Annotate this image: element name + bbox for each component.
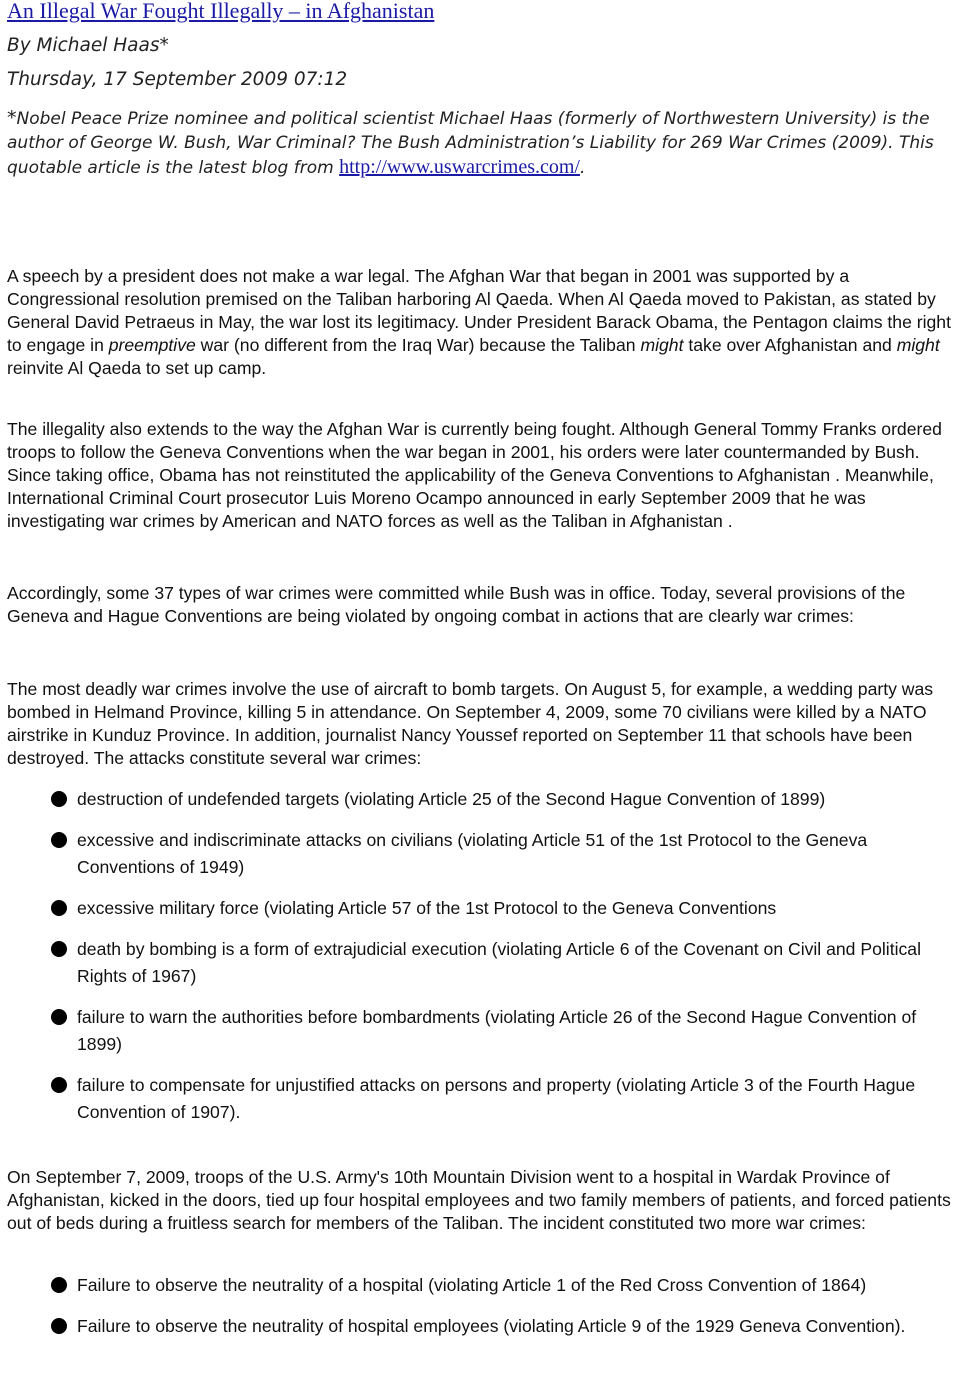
- blog-link[interactable]: http://www.uswarcrimes.com/: [339, 156, 580, 178]
- list-item: [7, 1313, 957, 1340]
- list-item-text: failure to compensate for unjustified attacks on persons and property (violating Article 3 of the Fourth Hague Convention of 1907).: [77, 1075, 916, 1122]
- dateline: Thursday, 17 September 2009 07:12: [7, 69, 348, 90]
- paragraph-1-emphasis-might-2: might: [896, 335, 940, 355]
- list-item: [7, 786, 957, 813]
- paragraph-1: [7, 265, 957, 380]
- list-item-text: excessive and indiscriminate attacks on civilians (violating Article 51 of the 1st Protocol to the Geneva Conventions of 1949): [77, 830, 868, 877]
- paragraph-1-emphasis-preemptive: preemptive: [108, 335, 196, 355]
- bullet-icon: [51, 1077, 67, 1093]
- bullet-icon: [51, 1277, 67, 1293]
- paragraph-5: On September 7, 2009, troops of the U.S. Army's 10th Mountain Division went to a hospital in Wardak Province of Afghanistan, kicked in the doors, tied up four hospital employees and two family members of patients, and forced patients out of beds during a fruitless search for members of the Taliban. The incident constituted two more war crimes:: [7, 1167, 951, 1233]
- list-item-text: Failure to observe the neutrality of hospital employees (violating Article 9 of the 1929 Geneva Convention).: [77, 1316, 906, 1336]
- author-note: [7, 106, 957, 180]
- paragraph-3: Accordingly, some 37 types of war crimes were committed while Bush was in office. Today, several provisions of the Geneva and Hague Conventions are being violated by ongoing combat in actions that are clearly war crimes:: [7, 583, 906, 626]
- paragraph-1-emphasis-might-1: might: [640, 335, 684, 355]
- bullet-icon: [51, 832, 67, 848]
- list-item: [7, 895, 957, 922]
- bullet-icon: [51, 791, 67, 807]
- paragraph-1-text-a: A speech by a president does not make a war legal. The Afghan War that began in 2001 was supported by a Congressional resolution premised on the Taliban harboring Al Qaeda. When Al Qaeda moved to Pakistan, as stated by General David Petraeus in May, the war lost its legitimacy. Under President Barack Obama, the Pentagon claims the right to engage in: [7, 266, 951, 355]
- list-item-text: failure to warn the authorities before bombardments (violating Article 26 of the Second Hague Convention of 1899): [77, 1007, 917, 1054]
- list-item: [7, 1004, 957, 1058]
- bullet-icon: [51, 900, 67, 916]
- list-item: [7, 1072, 957, 1126]
- bullet-icon: [51, 1318, 67, 1334]
- paragraph-1-text-g: reinvite Al Qaeda to set up camp.: [7, 358, 267, 378]
- bullet-icon: [51, 1009, 67, 1025]
- list-item-text: excessive military force (violating Article 57 of the 1st Protocol to the Geneva Conventions: [77, 898, 777, 918]
- author-note-text: Nobel Peace Prize nominee and political scientist Michael Haas (formerly of Northwestern University) is the author of George W. Bush, War Criminal? The Bush Administration’s Liability for 269 War Crimes (2009). This quotable article is the latest blog from: [7, 109, 934, 178]
- paragraph-2: The illegality also extends to the way the Afghan War is currently being fought. Although General Tommy Franks ordered troops to follow the Geneva Conventions when the war began in 2001, his orders were later countermanded by Bush. Since taking office, Obama has not reinstituted the applicability of the Geneva Conventions to Afghanistan . Meanwhile, International Criminal Court prosecutor Luis Moreno Ocampo announced in early September 2009 that he was investigating war crimes by American and NATO forces as well as the Taliban in Afghanistan .: [7, 419, 942, 531]
- byline: By Michael Haas*: [7, 35, 169, 56]
- list-item: [7, 1272, 957, 1299]
- author-note-end: .: [579, 158, 586, 178]
- bullet-icon: [51, 941, 67, 957]
- list-item: [7, 827, 957, 881]
- list-item-text: Failure to observe the neutrality of a hospital (violating Article 1 of the Red Cross Convention of 1864): [77, 1275, 867, 1295]
- war-crimes-list-2: [7, 1272, 957, 1340]
- list-item-text: destruction of undefended targets (violating Article 25 of the Second Hague Convention of 1899): [77, 789, 826, 809]
- list-item-text: death by bombing is a form of extrajudicial execution (violating Article 6 of the Covenant on Civil and Political Rights of 1967): [77, 939, 921, 986]
- paragraph-4: The most deadly war crimes involve the use of aircraft to bomb targets. On August 5, for example, a wedding party was bombed in Helmand Province, killing 5 in attendance. On September 4, 2009, some 70 civilians were killed by a NATO airstrike in Kunduz Province. In addition, journalist Nancy Youssef reported on September 11 that schools have been destroyed. The attacks constitute several war crimes:: [7, 679, 934, 768]
- article-title[interactable]: An Illegal War Fought Illegally – in Afghanistan: [7, 0, 435, 23]
- paragraph-1-text-e: take over Afghanistan and: [683, 335, 897, 355]
- war-crimes-list-1: [7, 786, 957, 1126]
- paragraph-1-text-c: war (no different from the Iraq War) because the Taliban: [195, 335, 641, 355]
- list-item: [7, 936, 957, 990]
- asterisk: *: [7, 107, 17, 129]
